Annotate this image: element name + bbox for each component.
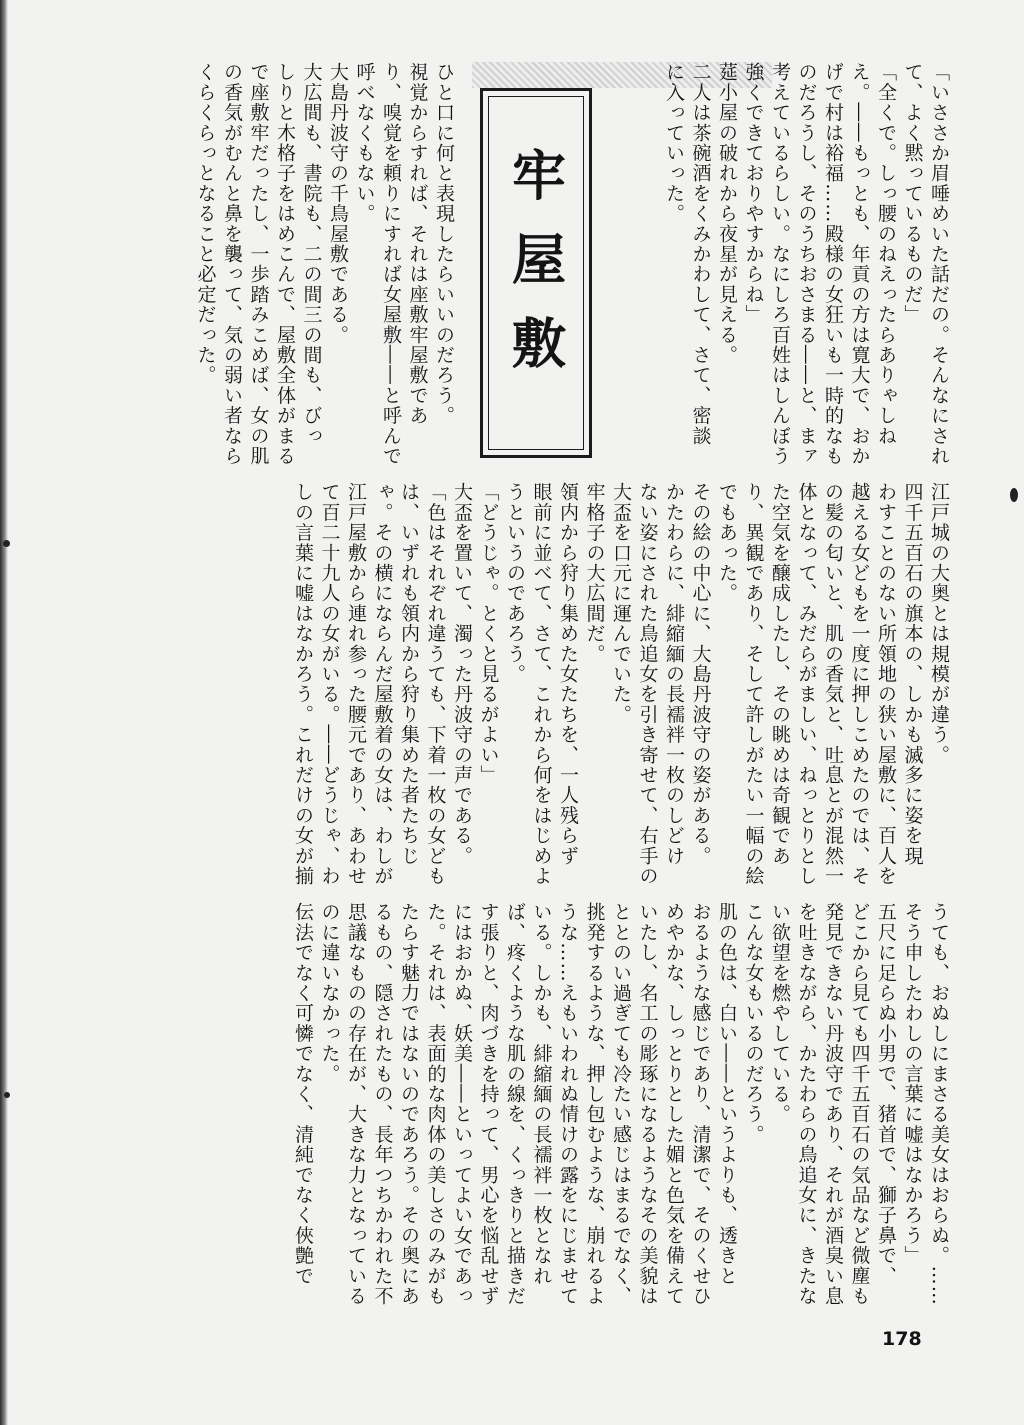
text-column: たらす魅力ではないのであろう。その奥にあ [398, 902, 420, 1306]
tier-3-text [290, 902, 953, 1332]
chapter-title: 牢屋敷 [503, 147, 568, 399]
text-column: 大盃を置いて、濁った丹波守の声である。 [451, 482, 473, 866]
tier-2 [132, 482, 952, 900]
text-column: の髪の匂いと、肌の香気と、吐息とが混然一 [822, 482, 844, 886]
text-column: い欲望を燃やしている。 [769, 902, 791, 1125]
scan-speck [1010, 488, 1018, 502]
text-column: た空気を醸成したし、その眺めは奇観であ [769, 482, 791, 866]
text-column: その絵の中心に、大島丹波守の姿がある。 [689, 482, 712, 866]
text-column: いる。しかも、緋縮緬の長襦袢一枚となれ [530, 902, 553, 1286]
page-number: 178 [882, 1328, 922, 1350]
text-column: ば、疼くような肌の線を、くっきりと描きだ [504, 902, 526, 1306]
text-column: 江戸屋敷から連れ参った腰元であり、あわせ [345, 482, 367, 886]
text-column: げで村は裕福……殿様の女狂いも一時的なも [822, 62, 844, 466]
text-column: そう申したわしの言葉に嘘はなかろう」 [901, 902, 924, 1266]
text-column: 思議なものの存在が、大きな力となっている [345, 902, 367, 1306]
text-column: り、異観であり、そして許しがたい一幅の絵 [742, 482, 765, 886]
scan-speck [4, 1092, 10, 1098]
text-column: しの言葉に嘘はなかろう。これだけの女が揃 [292, 482, 314, 886]
text-column: 眼前に並べて、さて、これから何をはじめよ [530, 482, 553, 886]
tier-2-text [290, 482, 953, 900]
text-column: ゃ。その横にならんだ屋敷着の女は、わしが [371, 482, 394, 886]
text-column: 四千五百石の旗本の、しかも滅多に姿を現 [901, 482, 924, 866]
text-column: 「どうじゃ。とくと見るがよい」 [477, 482, 500, 785]
text-column: にはおかぬ、妖美――といってよい女であっ [451, 902, 473, 1306]
text-column: て百二十九人の女がいる。――どうじゃ、わ [318, 482, 341, 886]
text-column: の香気がむんと鼻を襲って、気の弱い者なら [221, 62, 243, 467]
text-column: どこから見ても四千五百石の気品など微塵も [848, 902, 871, 1306]
text-column: え。――もっとも、年貢の方は寛大で、おか [848, 62, 871, 466]
text-column: 呼べなくもない。 [353, 62, 376, 224]
text-column: 大広間も、書院も、二の間三の間も、びっ [300, 62, 323, 446]
text-column: ない姿にされた鳥追女を引き寄せて、右手の [636, 482, 659, 886]
text-column: を吐きながら、かたわらの鳥追女に、きたな [795, 902, 818, 1306]
text-column: 強くできておりやすからね」 [742, 62, 765, 325]
text-column: のに違いなかった。 [318, 902, 341, 1084]
text-column: 越える女どもを一度に押しこめたのでは、そ [848, 482, 871, 886]
text-column: こんな女もいるのだろう。 [742, 902, 765, 1145]
text-column: 大盃を口元に運んでいた。 [610, 482, 632, 725]
text-column: 肌の色は、白い――というよりも、透きと [716, 902, 738, 1286]
text-column: めやかな、しっとりとした媚と色気を備えて [663, 902, 685, 1306]
text-column: ととのい過ぎても冷たい感じはまるでなく、 [610, 902, 632, 1306]
tier-1 [132, 62, 952, 480]
text-column: た。それは、表面的な肉体の美しさのみがも [424, 902, 447, 1306]
tier-1-left-text [192, 62, 457, 480]
text-column: 莚小屋の破れから夜星が見える。 [716, 62, 738, 365]
text-column: わすことのない所領地の狭い屋敷に、百人を [875, 482, 897, 886]
tier-3 [132, 902, 952, 1332]
text-column: 「全くで。しっ腰のねえったらありゃしね [875, 62, 897, 446]
text-column: いたし、名工の彫琢になるようなその美貌は [636, 902, 659, 1306]
page-body [132, 50, 952, 1350]
text-column: 体となって、みだらがましい、ねっとりとし [795, 482, 818, 886]
text-column: て、よく黙っているものだ」 [901, 62, 924, 325]
text-column: 視覚からすれば、それは座敷牢屋敷であ [406, 62, 429, 426]
text-column: くらくらっとなること必定だった。 [194, 62, 217, 386]
scan-edge [0, 0, 8, 1425]
text-column: ひと口に何と表現したらいいのだろう。 [433, 62, 455, 426]
text-column: のだろうし、そのうちおさまる――と、まァ [795, 62, 818, 466]
text-column: り、嗅覚を頼りにすれば女屋敷――と呼んで [380, 62, 402, 466]
text-column: 五尺に足らぬ小男で、猪首で、獅子鼻で、 [875, 902, 897, 1286]
text-column: うというのであろう。 [504, 482, 526, 684]
text-column: は、いずれも領内から狩り集めた者たちじ [398, 482, 420, 866]
text-column: 挑発するような、押し包むような、崩れるよ [583, 902, 606, 1306]
text-column: に入っていった。 [663, 62, 685, 224]
text-column: 「いささか眉唾めいた話だの。そんなにされ [928, 62, 950, 466]
text-column: かたわらに、緋縮緬の長襦袢一枚のしどけ [663, 482, 685, 866]
text-column: おるような感じであり、清潔で、そのくせひ [689, 902, 712, 1306]
text-column: しりと木格子をはめこんで、屋敷全体がまる [274, 62, 296, 466]
scan-speck [3, 540, 10, 547]
text-column: 考えているらしい。なにしろ百姓はしんぼう [769, 62, 791, 466]
text-column: 領内から狩り集めた女たちを、一人残らず [557, 482, 579, 866]
tier-1-right-text [661, 62, 953, 480]
text-column: るもの、隠されたもの、長年つちかわれた不 [371, 902, 394, 1306]
text-column: 牢格子の大広間だ。 [583, 482, 606, 664]
text-column: うても、おぬしにまさる美女はおらぬ。…… [928, 902, 950, 1306]
chapter-title-box [480, 88, 592, 458]
text-column: 伝法でなく可憐でなく、清純でなく俠艶で [292, 902, 314, 1286]
text-column: うな……えもいわれぬ情けの露をにじませて [557, 902, 579, 1306]
text-column: で座敷牢だったし、一歩踏みこめば、女の肌 [247, 62, 270, 466]
text-column: す張りと、肉づきを持って、男心を悩乱せず [477, 902, 500, 1306]
text-column: 「色はそれぞれ違うても、下着一枚の女ども [424, 482, 447, 886]
text-column: 二人は茶碗酒をくみかわして、さて、密談 [689, 62, 712, 446]
text-column: でもあった。 [716, 482, 738, 604]
text-column: 大島丹波守の千鳥屋敷である。 [327, 62, 349, 345]
text-column: 発見できない丹波守であり、それが酒臭い息 [822, 902, 844, 1306]
text-column: 江戸城の大奥とは規模が違う。 [928, 482, 950, 765]
